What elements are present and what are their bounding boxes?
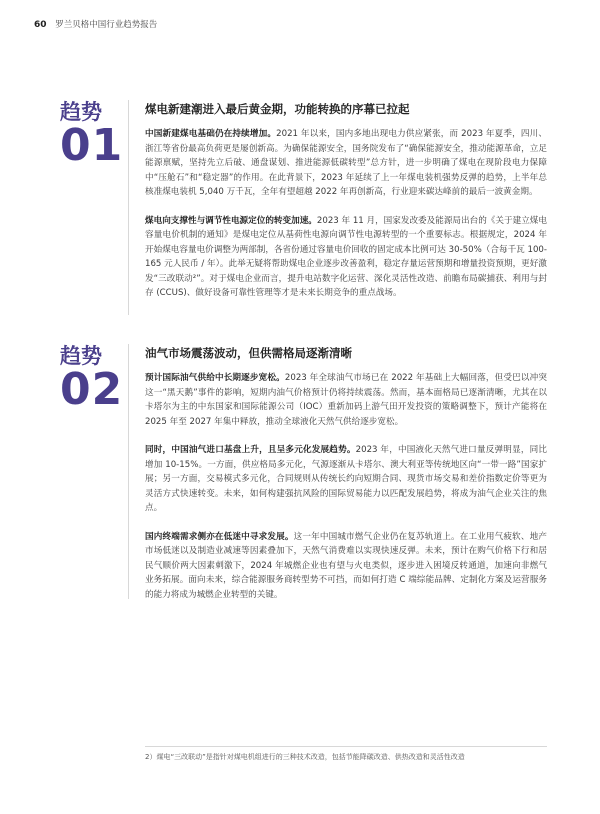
trend-02-section <box>145 345 547 616</box>
paragraph <box>145 214 547 301</box>
trend-number: 02 <box>60 364 124 415</box>
trend-01-divider <box>128 100 129 315</box>
paragraph-lead: 煤电向支撑性与调节性电源定位的转变加速。 <box>145 215 317 226</box>
section-heading: 煤电新建潮进入最后黄金期，功能转换的序幕已拉起 <box>145 102 410 116</box>
paragraph-text: 2023 年 11 月，国家发改委及能源局出台的《关于建立煤电容量电价机制的通知》是煤电定位从基荷性电源向调节性电源转型的一个重要标志。根据规定，2024 年开始煤电容量电价调整为两部制，各省份通过容量电价回收的固定成本比例可达 30-50%（合每千瓦 100-165 元人民币 / 年）。此举无疑将帮助煤电企业逐步改善盈利，稳定存量运营预期和增量投资预期，更好激发“三改联动²”。对于煤电企业而言，提升电站数字化运营、深化灵活性改造、前瞻布局碳捕获、利用与封存 (CCUS)、做好设备可靠性管理等才是未来长期竞争的重点战场。 <box>145 215 547 298</box>
paragraph-lead: 国内终端需求侧亦在低迷中寻求发展。 <box>145 531 294 542</box>
page-header <box>34 18 157 30</box>
trend-label: 趋势 <box>60 344 102 368</box>
paragraph-text: 2023 年，中国液化天然气进口量反弹明显，同比增加 10-15%。一方面，供应格局多元化，气源逐渐从卡塔尔、澳大利亚等传统地区向“一带一路”国家扩展；另一方面，交易模式多元化，合同规则从传统长约向短期合同、现货市场交易和差价指数定价等更为灵活方式快速转变。未来，如何构建强抗风险的国际贸易能力以匹配发展趋势，将成为油气企业关注的焦点。 <box>145 445 547 513</box>
paragraph <box>145 371 547 429</box>
paragraph <box>145 127 547 200</box>
paragraph-text: 2023 年全球油气市场已在 2022 年基础上大幅回落，但受巴以冲突这一“黑天鹅”事件的影响，短期内油气价格预计仍将持续震荡。然而，基本面格局已逐渐清晰，尤其在以卡塔尔为主的中东国家和国际能源公司（IOC）重新加码上游气田开发投资的策略调整下，预计产能将在 2025 年至 2027 年集中释放，推动全球液化天然气供给逐步宽松。 <box>145 373 547 427</box>
paragraph-lead: 同时，中国油气进口基盘上升，且呈多元化发展趋势。 <box>145 445 356 455</box>
paragraph-lead: 中国新建煤电基础仍在持续增加。 <box>145 129 277 139</box>
page-number: 60 <box>34 20 47 30</box>
report-title: 罗兰贝格中国行业趋势报告 <box>55 20 158 30</box>
paragraph-text: 这一年中国城市燃气企业仍在复苏轨道上。在工业用气疲软、地产市场低迷以及制造业减速等因素叠加下，天然气消费难以实现快速反弹。未来，预计在购气价格下行和居民气顺价两大因素刺激下，2024 年城燃企业也有望与火电类似，逐步进入困境反转通道，加速向非燃气业务拓展。面向未来，综合能源服务商转型势不可挡，而如何打造 C 端综能品牌、定制化方案及运营服务的能力将成为城燃企业转型的关键。 <box>145 531 547 600</box>
footnote-divider <box>145 746 547 747</box>
trend-label: 趋势 <box>60 100 102 124</box>
trend-02-marker <box>60 344 124 415</box>
trend-01-section <box>145 101 547 315</box>
paragraph-text: 2021 年以来，国内多地出现电力供应紧张，而 2023 年夏季，四川、浙江等省份最高负荷更是屡创新高。为确保能源安全，国务院发布了“确保能源安全，推动能源革命，立足能源禀赋，坚持先立后破、通盘谋划、推进能源低碳转型”总方针，进一步明确了煤电在现阶段电力保障中“压舱石”和“稳定器”的作用。在此背景下，2023 年延续了上一年煤电装机强势反弹的趋势，上半年总核准煤电装机 5,040 万千瓦，全年有望超越 2022 年再创新高，行业迎来碳达峰前的最后一波黄金期。 <box>145 129 547 197</box>
paragraph <box>145 443 547 516</box>
paragraph <box>145 530 547 603</box>
footnote: 2）煤电“三改联动”是指针对煤电机组进行的三种技术改造，包括节能降碳改造、供热改造和灵活性改造 <box>145 753 465 761</box>
trend-number: 01 <box>60 120 124 171</box>
paragraph-lead: 预计国际油气供给中长期逐步宽松。 <box>145 373 285 383</box>
trend-02-divider <box>128 344 129 599</box>
trend-01-marker <box>60 100 124 171</box>
section-heading: 油气市场震荡波动，但供需格局逐渐清晰 <box>145 346 352 360</box>
